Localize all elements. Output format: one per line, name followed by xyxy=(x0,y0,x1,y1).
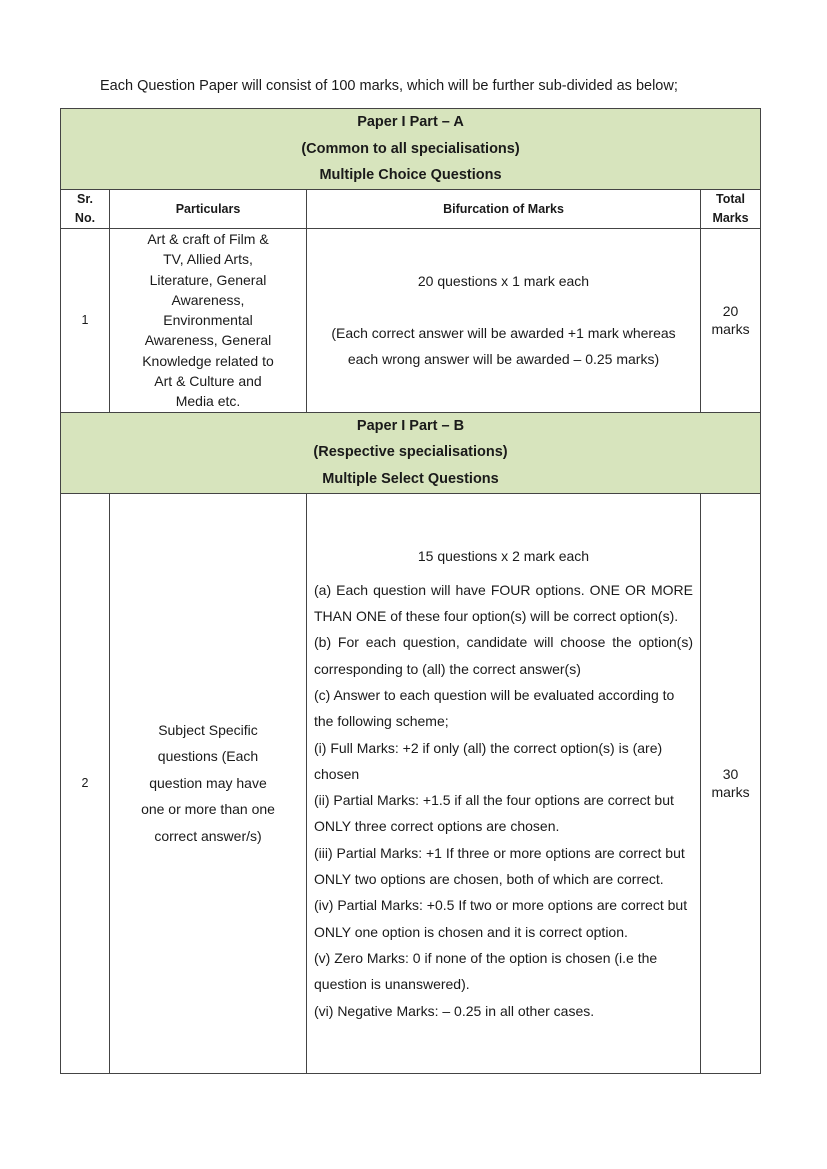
rule-item: (iii) Partial Marks: +1 If three or more options are correct but ONLY two options are chosen, both of which are correct. xyxy=(314,844,685,888)
part-b-type: Multiple Select Questions xyxy=(322,470,499,487)
row2-particulars-line: correct answer/s) xyxy=(154,827,262,844)
row2-total-value: 30 xyxy=(722,766,739,783)
row2-total xyxy=(701,493,761,1073)
row1-total-value: 20 xyxy=(722,303,739,320)
rule-item: (c) Answer to each question will be evaluated according to the following scheme; xyxy=(314,686,675,730)
rule-item: (iv) Partial Marks: +0.5 If two or more options are correct but ONLY one option is chosen and it is correct option. xyxy=(314,897,688,940)
row2-bifurcation xyxy=(307,493,701,1073)
row1-particulars-line: Knowledge related to xyxy=(142,352,274,369)
part-a-banner xyxy=(61,109,761,190)
row2-particulars-line: one or more than one xyxy=(141,801,275,818)
row1-particulars-line: Awareness, General xyxy=(144,332,272,349)
rule-item: (a) Each question will have FOUR options. ONE OR MORE THAN ONE of these four option(s) will be correct option(s). xyxy=(314,581,693,625)
rule-item: (vi) Negative Marks: – 0.25 in all other cases. xyxy=(314,1002,595,1019)
header-row xyxy=(61,190,761,229)
row1-particulars-line: Awareness, xyxy=(171,291,245,308)
part-a-subtitle: (Common to all specialisations) xyxy=(301,140,520,157)
header-total-marks xyxy=(701,190,761,229)
header-total-line2: Marks xyxy=(712,211,749,225)
row1-particulars-line: Literature, General xyxy=(149,271,267,288)
row1-total xyxy=(701,229,761,413)
row2-particulars-line: question may have xyxy=(149,774,267,791)
row1-bif-note: (Each correct answer will be awarded +1 mark whereas xyxy=(331,325,676,342)
part-a-banner-row xyxy=(61,109,761,190)
row2-particulars-line: questions (Each xyxy=(157,748,259,765)
row2-total-unit: marks xyxy=(711,784,750,801)
row1-total-unit: marks xyxy=(711,321,750,338)
marks-scheme-table xyxy=(60,108,761,1074)
row2-sr: 2 xyxy=(61,493,110,1073)
part-a-type: Multiple Choice Questions xyxy=(319,167,502,184)
table-row xyxy=(61,229,761,413)
row2-particulars-line: Subject Specific xyxy=(158,721,258,738)
part-b-banner-row xyxy=(61,412,761,493)
header-bifurcation: Bifurcation of Marks xyxy=(307,190,701,229)
row1-particulars-line: Art & craft of Film & xyxy=(147,231,269,247)
rule-item: (b) For each question, candidate will choose the option(s) corresponding to (all) the correct answer(s) xyxy=(314,634,693,677)
part-b-banner xyxy=(61,412,761,493)
rule-item: (ii) Partial Marks: +1.5 if all the four options are correct but ONLY three correct options are chosen. xyxy=(314,792,674,835)
rule-item: (i) Full Marks: +2 if only (all) the correct option(s) is (are) chosen xyxy=(314,739,663,782)
rule-item: (v) Zero Marks: 0 if none of the option is chosen (i.e the question is unanswered). xyxy=(314,949,658,993)
header-sr-no xyxy=(61,190,110,229)
header-total-line1: Total xyxy=(716,192,745,206)
row1-bif-main: 20 questions x 1 mark each xyxy=(417,273,590,290)
part-a-title: Paper I Part – A xyxy=(357,114,464,131)
row1-particulars-line: Art & Culture and xyxy=(154,373,262,390)
row1-particulars-line: Media etc. xyxy=(175,393,241,410)
intro-text: Each Question Paper will consist of 100 marks, which will be further sub-divided as below; xyxy=(100,78,678,94)
row1-bif-note: each wrong answer will be awarded – 0.25 marks) xyxy=(347,351,660,368)
header-sr-line2: No. xyxy=(74,211,96,225)
row2-particulars xyxy=(110,493,307,1073)
row1-particulars-line: TV, Allied Arts, xyxy=(163,251,253,268)
header-sr-line1: Sr. xyxy=(77,192,93,206)
part-b-title: Paper I Part – B xyxy=(356,417,465,434)
row2-bif-main: 15 questions x 2 mark each xyxy=(417,547,590,564)
row1-bifurcation xyxy=(307,229,701,413)
row1-particulars-line: Environmental xyxy=(163,312,253,329)
row1-sr: 1 xyxy=(61,229,110,413)
header-particulars: Particulars xyxy=(110,190,307,229)
part-b-subtitle: (Respective specialisations) xyxy=(313,444,508,461)
row1-particulars xyxy=(110,229,307,413)
table-row xyxy=(61,493,761,1073)
